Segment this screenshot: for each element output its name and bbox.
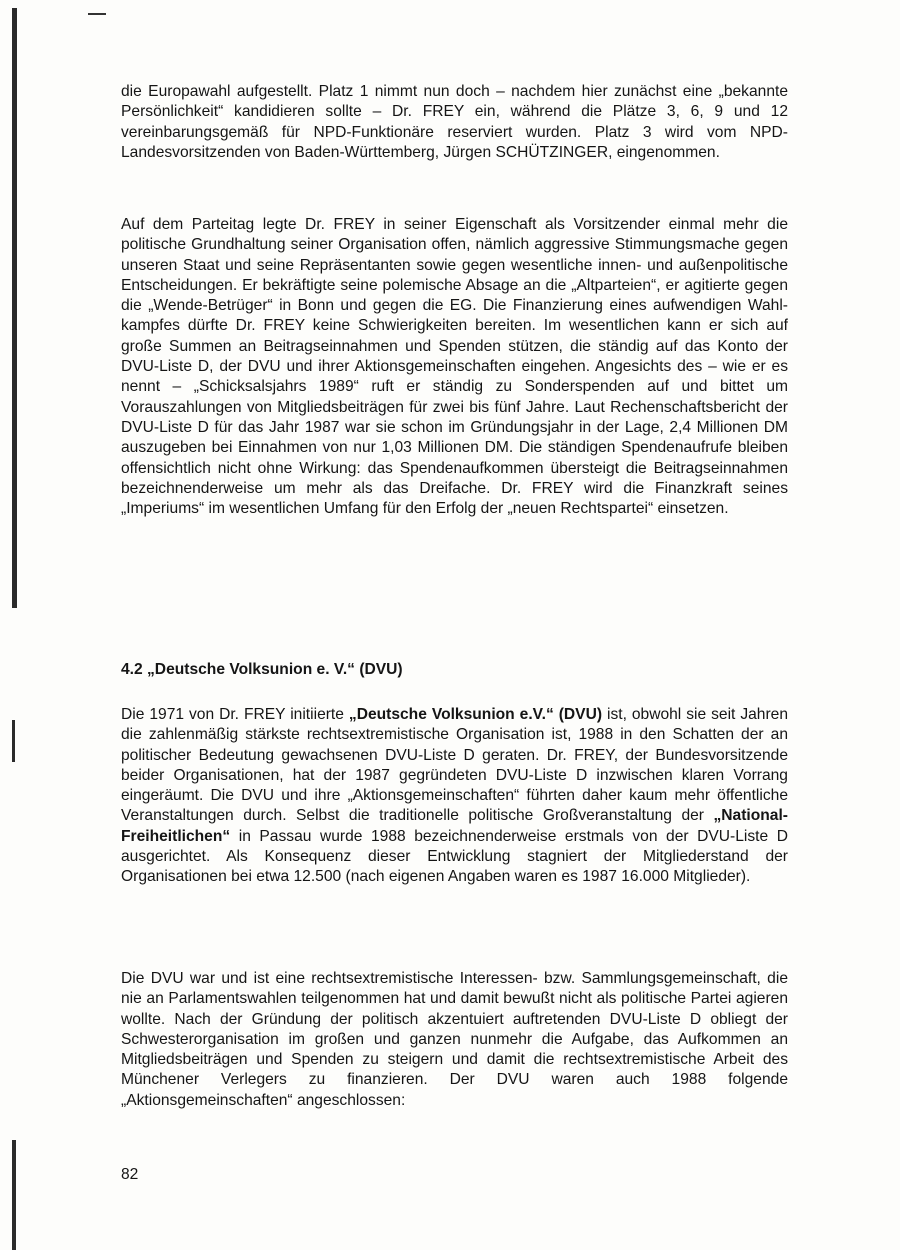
paragraph-text: die Europawahl aufgestellt. Platz 1 nimmt nun doch – nachdem hier zunächst eine „bekannte Persönlichkeit“ kandidieren sollte – Dr. FREY ein, während die Plätze 3, 6, 9 und 12 vereinbarungsgemäß für NPD-Funktionäre reserviert wurden. Platz 3 wird vom NPD-Landesvorsitzenden von Baden-Württemberg, Jürgen SCHÜTZINGER, eingenommen. <box>121 83 788 161</box>
text-run: ist, obwohl sie seit Jahren die zahlenmäßig stärkste rechtsextremistische Organisation ist, 1988 in den Schatten der an politischer Bedeutung gewachsenen DVU-Liste D geraten. Dr. FREY, der Bundesvorsitzende beider Organisationen, hat der 1987 gegründeten DVU-Liste D inzwischen klaren Vorrang eingeräumt. Die DVU und ihre „Aktionsgemeinschaften“ führten daher kaum mehr öffentliche Veranstaltungen durch. Selbst die traditionelle politische Großveranstaltung der <box>121 706 788 825</box>
scan-mark <box>88 13 106 15</box>
paragraph-text: Auf dem Parteitag legte Dr. FREY in seiner Eigenschaft als Vorsitzender einmal mehr die politische Grundhaltung seiner Organisation offen, nämlich aggressive Stimmungsmache gegen unseren Staat und seine Repräsentanten sowie gegen wesentliche innen- und außenpolitische Entscheidungen. Er bekräftigte seine polemische Absage an die „Altparteien“, er agitierte gegen die „Wende-Betrüger“ in Bonn und gegen die EG. Die Finanzierung eines aufwendigen Wahlkampfes dürfte Dr. FREY keine Schwierigkeiten bereiten. Im wesentlichen kann er sich auf große Summen an Beitragseinnahmen und Spenden stützen, die ständig auf das Konto der DVU-Liste D, der DVU und ihrer Aktionsgemeinschaften eingehen. Angesichts des – wie er es nennt – „Schicksalsjahrs 1989“ ruft er ständig zu Sonderspenden auf und bittet um Vorauszahlungen von Mitgliedsbeiträgen für zwei bis fünf Jahre. Laut Rechenschaftsbericht der DVU-Liste D für das Jahr 1987 war sie schon im Gründungsjahr in der Lage, 2,4 Millionen DM auszugeben bei Einnahmen von nur 1,03 Millionen DM. Die ständigen Spendenaufrufe bleiben offensichtlich nicht ohne Wirkung: das Spendenaufkommen übersteigt die Beitragseinnahmen bezeichnenderweise um mehr als das Dreifache. Dr. FREY wird die Finanzkraft seines „Imperiums“ im wesentlichen Umfang für den Erfolg der „neuen Rechtspartei“ einsetzen. <box>121 216 788 518</box>
scan-edge-shadow <box>12 720 15 762</box>
paragraph-text: Die DVU war und ist eine rechtsextremistische Interessen- bzw. Sammlungsgemeinschaft, die nie an Parlamentswahlen teilgenommen hat und damit bewußt nicht als politische Partei agieren wollte. Nach der Gründung der politisch akzentuiert auftretenden DVU-Liste D obliegt der Schwesterorganisation im großen und ganzen nunmehr die Aufgabe, das Aufkommen an Mitgliedsbeiträgen und Spenden zu steigern und damit die rechtsextremistische Arbeit des Münchener Verlegers zu finanzieren. Der DVU waren auch 1988 folgende „Aktionsgemeinschaften“ angeschlossen: <box>121 970 788 1109</box>
text-run: Die 1971 von Dr. FREY initiierte <box>121 706 349 723</box>
section-heading: 4.2 „Deutsche Volksunion e. V.“ (DVU) <box>121 661 403 678</box>
body-paragraph <box>121 82 788 163</box>
body-paragraph <box>121 969 788 1111</box>
body-paragraph <box>121 215 788 519</box>
paragraph-text <box>121 705 788 888</box>
page-number: 82 <box>121 1166 139 1183</box>
scan-edge-shadow <box>12 8 17 608</box>
bold-term: „Deutsche Volksunion e.V.“ (DVU) <box>348 706 603 723</box>
text-run: in Passau wurde 1988 bezeichnenderweise erstmals von der DVU-Liste D ausgerichtet. Als Konsequenz dieser Entwicklung stagniert der Mitgliederstand der Organisationen bei etwa 12.500 (nach eigenen Angaben waren es 1987 16.000 Mitglieder). <box>121 827 788 886</box>
body-paragraph <box>121 705 788 888</box>
bold-term: „National-Freiheitlichen“ <box>121 807 788 845</box>
scan-edge-shadow <box>12 1140 16 1250</box>
